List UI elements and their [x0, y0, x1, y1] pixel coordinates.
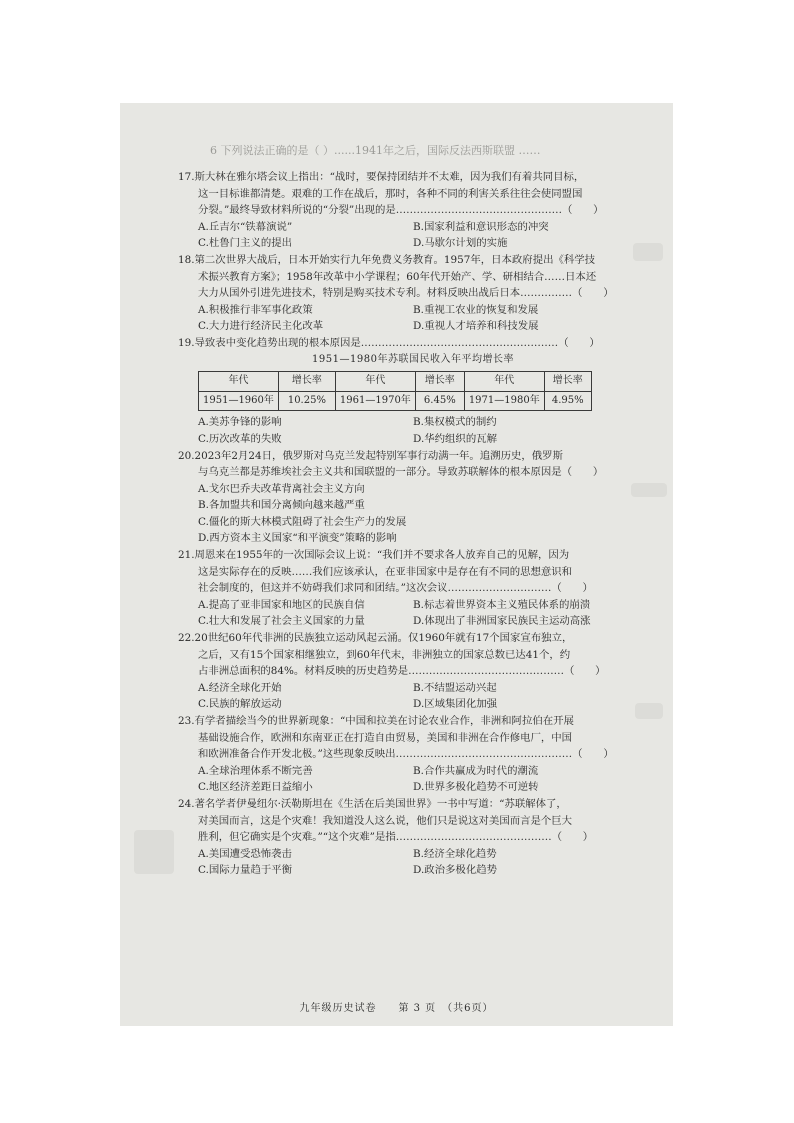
- option-b: B.不结盟运动兴起: [413, 681, 497, 694]
- option-c: C.壮大和发展了社会主义国家的力量: [198, 615, 365, 628]
- option-b: B.各加盟共和国分离倾向越来越严重: [198, 499, 365, 512]
- table-header-row: [199, 372, 592, 392]
- option-b: B.经济全球化趋势: [413, 847, 497, 860]
- option-c: C.僵化的斯大林模式阻碍了社会生产力的发展: [198, 515, 407, 528]
- question-19: [178, 335, 648, 448]
- option-a: A.美苏争锋的影响: [198, 416, 282, 429]
- option-d: D.区域集团化加强: [413, 698, 497, 711]
- option-a: A.积极推行非军事化政策: [198, 303, 313, 316]
- question-stem-line: 社会制度的，但这并不妨碍我们求同和团结。”这次会议…………………………（ ）: [198, 582, 593, 595]
- table-cell: 增长率: [544, 372, 591, 392]
- option-c: C.国际力量趋于平衡: [198, 864, 293, 877]
- option-a: A.提高了亚非国家和地区的民族自信: [198, 598, 365, 611]
- question-number: 19.: [178, 336, 195, 349]
- option-d: D.华约组织的瓦解: [413, 432, 497, 445]
- question-stem: 有学者描绘当今的世界新现象：“中国和拉美在讨论农业合作，非洲和阿拉伯在开展: [194, 715, 574, 727]
- table-cell: 6.45%: [415, 391, 464, 411]
- option-a: A.丘吉尔“铁幕演说”: [198, 220, 293, 233]
- option-d: D.政治多极化趋势: [413, 864, 497, 877]
- question-stem: 斯大林在雅尔塔会议上指出：“战时，要保持团结并不太难，因为我们有着共同目标，: [194, 171, 585, 183]
- table-cell: 增长率: [278, 372, 335, 392]
- option-a: A.全球治理体系不断完善: [198, 764, 313, 777]
- option-d: D.世界多极化趋势不可逆转: [413, 781, 539, 794]
- question-stem: 导致表中变化趋势出现的根本原因是…………………………………………………（ ）: [194, 336, 600, 349]
- option-a: A.戈尔巴乔夫改革背离社会主义方向: [198, 482, 365, 495]
- option-b: B.集权模式的制约: [413, 416, 497, 429]
- table-cell: 1971—1980年: [464, 391, 544, 411]
- option-d: D.体现出了非洲国家民族民主运动高涨: [413, 615, 591, 628]
- option-b: B.重视工农业的恢复和发展: [413, 303, 539, 316]
- option-d: D.西方资本主义国家“和平演变”策略的影响: [198, 532, 397, 545]
- question-17: [178, 169, 648, 252]
- option-d: D.马歇尔计划的实施: [413, 237, 508, 250]
- option-a: A.美国遭受恐怖袭击: [198, 847, 292, 860]
- question-stem: 周恩来在1955年的一次国际会议上说：“我们并不要求各人放弃自己的见解，因为: [194, 549, 570, 562]
- question-stem-line: 术振兴教育方案》；1958年改革中小学课程；60年代开始产、学、研相结合……日本还: [198, 270, 597, 283]
- option-c: C.民族的解放运动: [198, 698, 282, 711]
- option-b: B.合作共赢成为时代的潮流: [413, 764, 539, 777]
- table-cell: 1961—1970年: [335, 391, 415, 411]
- question-24: [178, 796, 648, 879]
- table-cell: 年代: [335, 372, 415, 392]
- question-stem-line: 对美国而言，这是个灾难！我知道没人这么说，他们只是说这对美国而言是个巨大: [198, 814, 573, 827]
- question-stem: 著名学者伊曼纽尔·沃勒斯坦在《生活在后美国世界》一书中写道：“苏联解体了，: [194, 797, 567, 810]
- question-stem-line: 之后，又有15个国家相继独立，到60年代末，非洲独立的国家总数已达41个，约: [198, 648, 571, 661]
- question-number: 17.: [178, 171, 195, 183]
- question-stem-line: 大力从国外引进先进技术，特别是购买技术专利。材料反映出战后日本……………（ ）: [198, 287, 614, 300]
- page-footer: 九年级历史试卷 第 3 页 （共6页）: [299, 1003, 494, 1014]
- growth-rate-table: [198, 371, 592, 411]
- question-number: 23.: [178, 715, 195, 727]
- question-stem-line: 基础设施合作，欧洲和东南亚正在打造自由贸易，美国和非洲在合作修电厂，中国: [198, 731, 573, 744]
- question-stem-line: 胜利，但它确实是个灾难。”“这个灾难”是指………………………………………（ ）: [198, 831, 594, 844]
- question-20: [178, 448, 648, 548]
- question-stem-line: 和欧洲准备合作开发北极。”这些现象反映出……………………………………………（ ）: [198, 748, 614, 761]
- question-number: 20.: [178, 449, 195, 462]
- question-stem: 第二次世界大战后，日本开始实行九年免费义务教育。1957年，日本政府提出《科学技: [194, 253, 596, 266]
- question-stem-line: 占非洲总面积的84%。材料反映的历史趋势是………………………………………（ ）: [198, 665, 606, 678]
- option-c: C.地区经济差距日益缩小: [198, 781, 313, 794]
- table-cell: 10.25%: [278, 391, 335, 411]
- table-cell: 年代: [464, 372, 544, 392]
- question-18: [178, 252, 648, 335]
- table-cell: 4.95%: [544, 391, 591, 411]
- table-cell: 年代: [199, 372, 279, 392]
- question-stem-line: 分裂。”最终导致材料所说的“分裂”出现的是…………………………………………（ ）: [198, 204, 604, 217]
- question-number: 24.: [178, 797, 195, 810]
- table-caption: 1951—1980年苏联国民收入年平均增长率: [312, 353, 514, 365]
- question-number: 21.: [178, 549, 195, 562]
- question-stem-line: 与乌克兰都是苏维埃社会主义共和国联盟的一部分。导致苏联解体的根本原因是（ ）: [198, 466, 604, 479]
- option-c: C.杜鲁门主义的提出: [198, 237, 293, 250]
- option-c: C.大力进行经济民主化改革: [198, 320, 324, 333]
- question-21: [178, 547, 648, 630]
- table-cell: 增长率: [415, 372, 464, 392]
- question-23: [178, 713, 648, 796]
- question-stem-line: 这是实际存在的反映……我们应该承认，在亚非国家中是存在有不同的思想意识和: [198, 565, 573, 578]
- stamp-mark: [134, 830, 174, 874]
- question-stem: 2023年2月24日，俄罗斯对乌克兰发起特别军事行动满一年。追溯历史，俄罗斯: [194, 449, 563, 462]
- question-number: 22.: [178, 632, 195, 645]
- table-cell: 1951—1960年: [199, 391, 279, 411]
- exam-content: [178, 169, 648, 879]
- option-d: D.重视人才培养和科技发展: [413, 320, 539, 333]
- scanned-page-photo: [120, 103, 673, 1026]
- option-a: A.经济全球化开始: [198, 681, 282, 694]
- question-22: [178, 630, 648, 713]
- question-number: 18.: [178, 253, 195, 266]
- header-bleed-text: 6 下列说法正确的是（ ）......1941年之后，国际反法西斯联盟 ……: [210, 144, 541, 157]
- option-c: C.历次改革的失败: [198, 432, 282, 445]
- question-stem-line: 这一目标谁都清楚。艰难的工作在战后，那时，各种不同的利害关系往往会使同盟国: [198, 187, 583, 200]
- option-b: B.标志着世界资本主义殖民体系的崩溃: [413, 598, 591, 611]
- table-row: [199, 391, 592, 411]
- option-b: B.国家利益和意识形态的冲突: [413, 220, 549, 233]
- question-stem: 20世纪60年代非洲的民族独立运动风起云涌。仅1960年就有17个国家宣布独立，: [194, 632, 573, 645]
